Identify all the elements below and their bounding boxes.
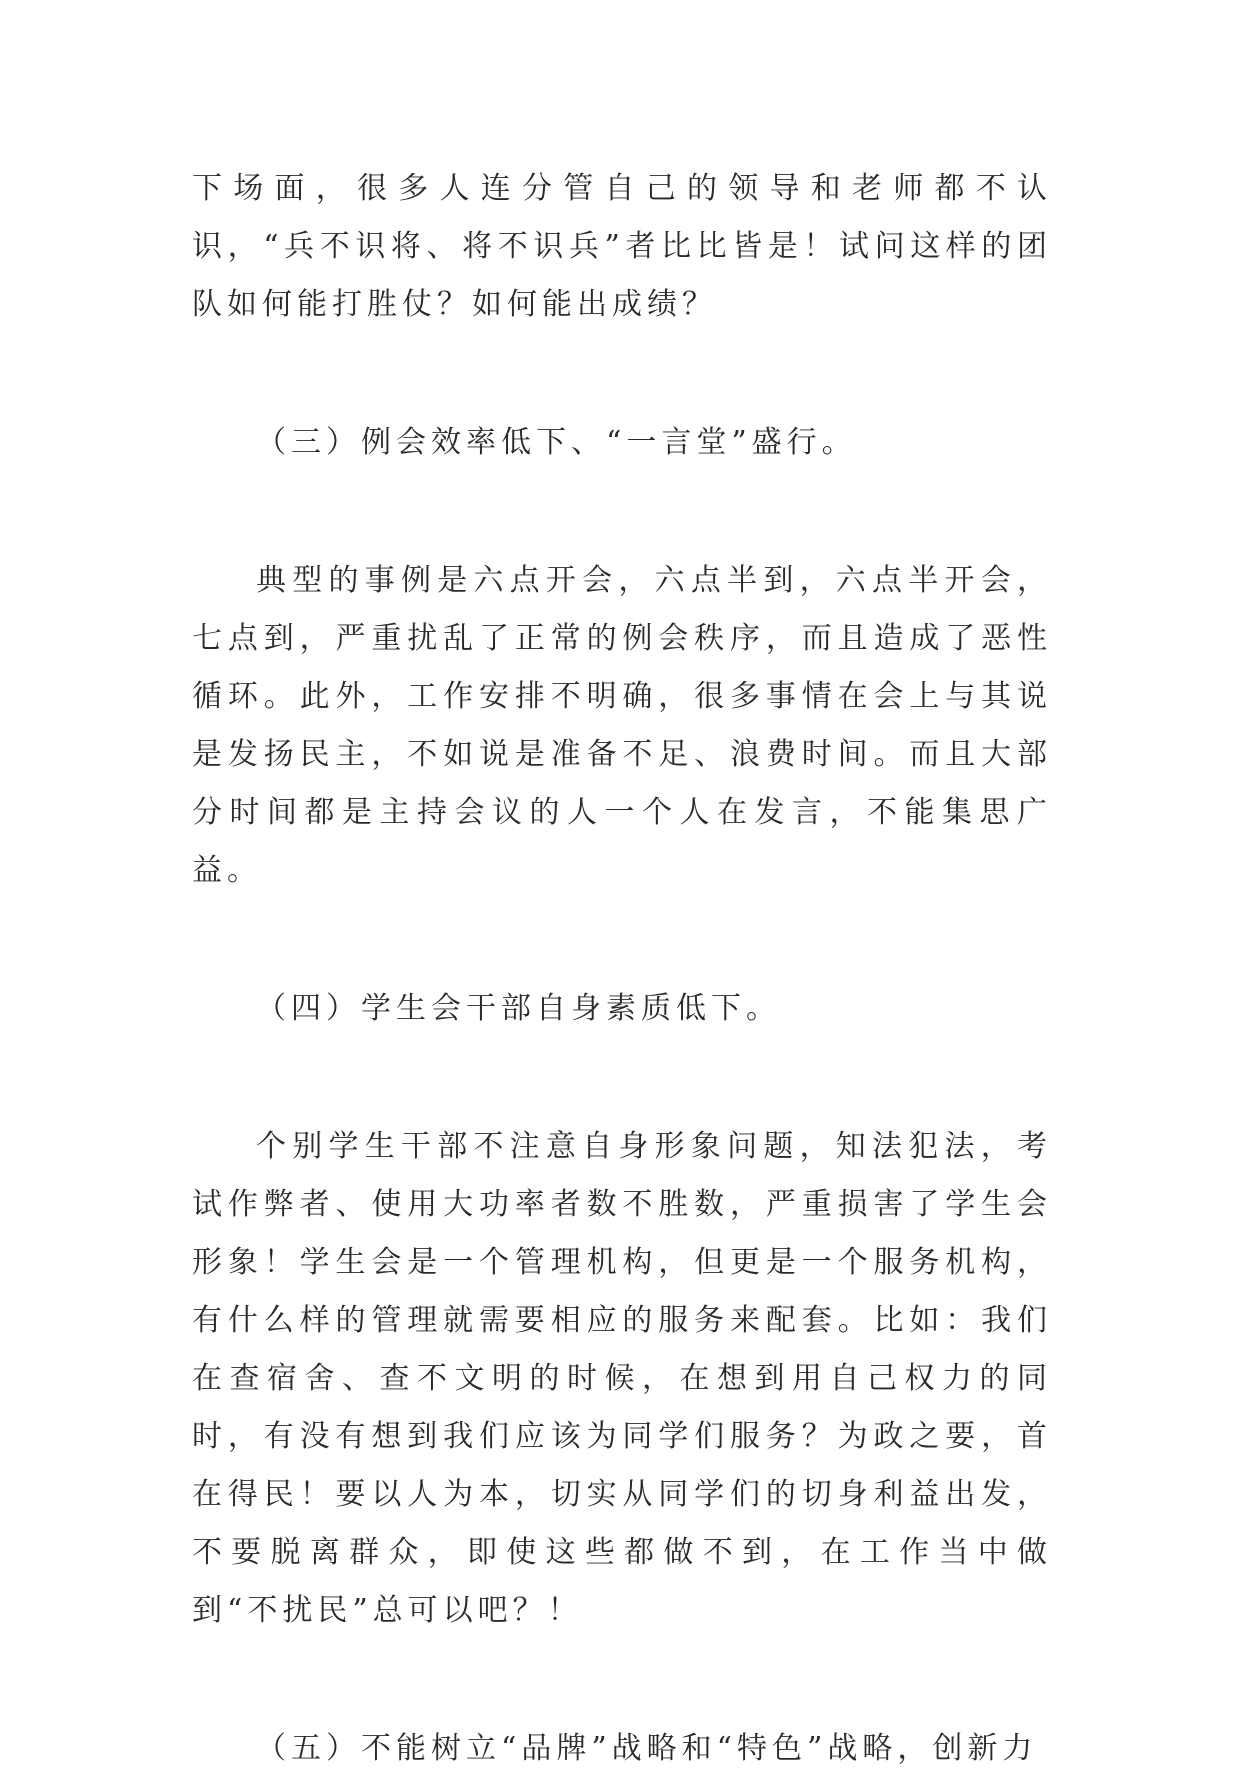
paragraph-cadre-quality: 个别学生干部不注意自身形象问题，知法犯法，考试作弊者、使用大功率者数不胜数，严重损害了学生会形象！学生会是一个管理机构，但更是一个服务机构，有什么样的管理就需要相应的服务来配套。比如：我们在查宿舍、查不文明的时候，在想到用自己权力的同时，有没有想到我们应该为同学们服务？为政之要，首在得民！要以人为本，切实从同学们的切身利益出发，不要脱离群众，即使这些都做不到，在工作当中做到“不扰民”总可以吧？！ [192,1129,1052,1628]
paragraph-meeting-efficiency: 典型的事例是六点开会，六点半到，六点半开会，七点到，严重扰乱了正常的例会秩序，而且造成了恶性循环。此外，工作安排不明确，很多事情在会上与其说是发扬民主，不如说是准备不足、浪费时间。而且大部分时间都是主持会议的人一个人在发言，不能集思广益。 [192,563,1052,888]
section-heading-4: （四）学生会干部自身素质低下。 [256,991,781,1026]
section-heading-5: （五）不能树立“品牌”战略和“特色”战略，创新力 [256,1731,1038,1766]
section-heading-3: （三）例会效率低下、“一言堂”盛行。 [256,425,857,460]
paragraph-continuation: 下场面，很多人连分管自己的领导和老师都不认识，“兵不识将、将不识兵”者比比皆是！试问这样的团队如何能打胜仗？如何能出成绩？ [192,171,1052,322]
document-page [192,160,1052,1778]
